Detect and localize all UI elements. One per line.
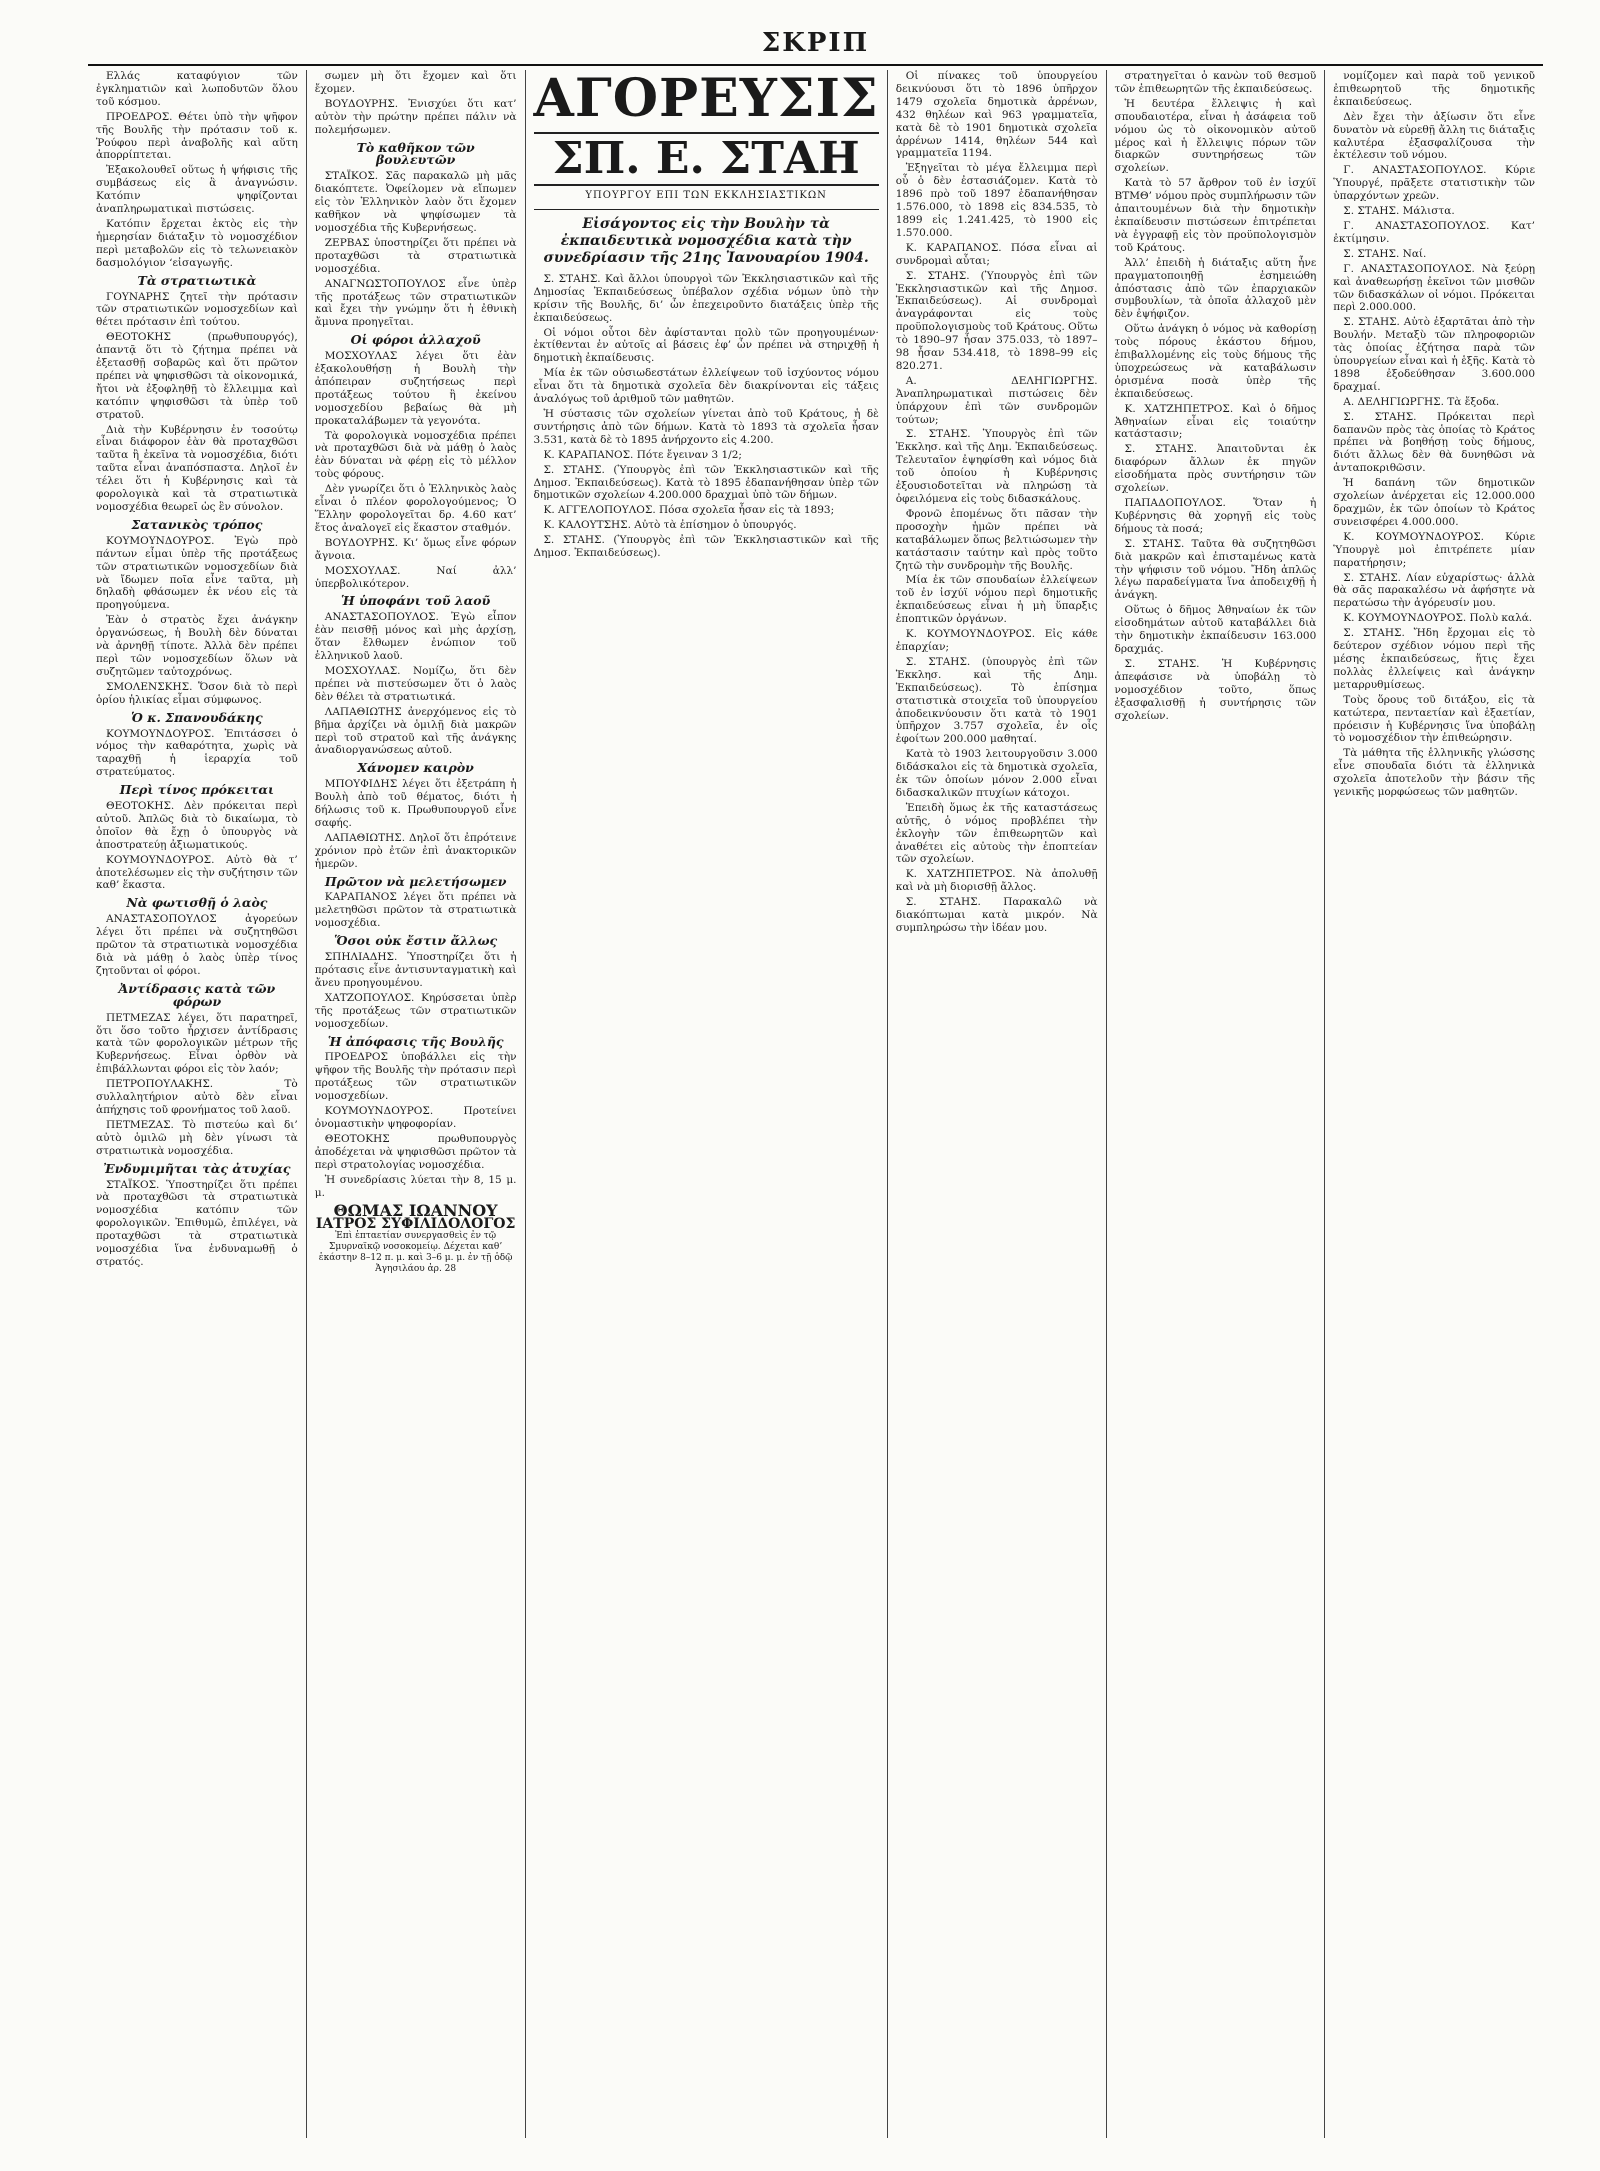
paragraph: ΚΟΥΜΟΥΝΔΟΥΡΟΣ. Ἐγὼ πρὸ πάντων εἶμαι ὑπὲρ τῆς προτάξεως τῶν στρατιωτικῶν νομοσχεδίων διὰ νὰ ἴδωμεν ποῖα εἶνε ταῦτα, μὴ δηλαδὴ φθάσωμεν ἐκ νέου εἰς τὰ προηγούμενα. [96,534,298,612]
section-heading: Οἱ φόροι ἀλλαχοῦ [350,332,481,348]
paragraph: Σ. ΣΤΑΗΣ. Καὶ ἄλλοι ὑπουργοὶ τῶν Ἐκκλησιαστικῶν καὶ τῆς Δημοσίας Ἐκπαιδεύσεως ὑπέβαλον σχέδια νόμων ὑπὸ τὴν κρίσιν τῆς Βουλῆς, δι’ ὧν ἐπεχειροῦντο διατάξεις ὑπὲρ τῆς ἐκπαιδεύσεως. [533,272,879,324]
paragraph: ΒΟΥΔΟΥΡΗΣ. Κι’ ὅμως εἶνε φόρων ἄγνοια. [314,536,517,562]
section-heading: Σατανικὸς τρόπος [131,516,263,532]
section-heading: Ἐνδυμιμῆται τὰς ἀτυχίας [103,1160,291,1176]
paragraph: Σ. ΣΤΑΗΣ. Ἤδη ἔρχομαι εἰς τὸ δεύτερον σχέδιον νόμου περὶ τῆς μέσης ἐκπαιδεύσεως, ἥτις ἔχει πολλὰς ἐλλείψεις καὶ ἀνάγκην μεταρρυθμίσεως. [1333,627,1536,691]
paragraph: Ἡ δευτέρα ἔλλειψις ἡ καὶ σπουδαιοτέρα, εἶναι ἡ ἀσάφεια τοῦ νόμου ὡς τὸ οἰκονομικὸν αὐτοῦ μέρος καὶ ἡ ἔλλειψις πόρων τῶν διαρκῶν συντηρήσεως τῶν σχολείων. [1114,97,1317,175]
paragraph: Σ. ΣΤΑΗΣ. (ὑπουργὸς ἐπὶ τῶν Ἐκκλησ. καὶ τῆς Δημ. Ἐκπαιδεύσεως). Τὸ ἐπίσημα στατιστικὰ στοιχεῖα τοῦ ὑπουργείου ἀποδεικνύουσιν ὅτι κατὰ τὸ 1901 ὑπῆρχον 3.757 σχολεῖα, ἐν οἷς ἐφοίτων 200.000 μαθηταί. [895,655,1098,746]
paragraph: Κ. ΧΑΤΖΗΠΕΤΡΟΣ. Νὰ ἀπολυθῇ καὶ νὰ μὴ διορισθῇ ἄλλος. [895,868,1098,894]
section-heading: Ὅσοι οὐκ ἔστιν ἄλλως [334,933,498,949]
paragraph: Οὕτως ὁ δῆμος Ἀθηναίων ἐκ τῶν εἰσοδημάτων αὑτοῦ καταβάλλει διὰ τὴν δημοτικὴν ἐκπαίδευσιν 163.000 δραχμάς. [1114,604,1317,655]
paragraph: Κ. ΚΑΡΑΠΑΝΟΣ. Πότε ἔγειναν 3 1/2; [543,448,742,461]
paragraph: Τὰ φορολογικὰ νομοσχέδια πρέπει νὰ προταχθῶσι διὰ νὰ μάθῃ ὁ λαὸς ἐὰν δύναται νὰ φέρῃ εἰς τὸ μέλλον τοὺς φόρους. [314,429,517,481]
paragraph: Σ. ΣΤΑΗΣ. (Ὑπουργὸς ἐπὶ τῶν Ἐκκλησιαστικῶν καὶ τῆς Δημοσ. Ἐκπαιδεύσεως). Κατὰ τὸ 1895 ἐδαπανήθησαν ὑπὲρ τῶν δημοτικῶν σχολείων 4.200.000 δραχμαὶ ὑπὸ τῶν δήμων. [533,463,879,502]
paragraph: Ἀλλ’ ἐπειδὴ ἡ διάταξις αὕτη ἦνε πραγματοποιηθῇ ἐσημειώθη ἀπόστασις ἀπὸ τῶν ἐπαρχιακῶν συμβουλίων, τὰ ὁποῖα ἀλλαχοῦ μὲν δὲν ἐψήφιζον. [1114,256,1317,321]
masthead: ΣΚΡΙΠ [761,28,870,58]
advertisement-name: ΘΩΜΑΣ ΙΩΑΝΝΟΥ [333,1201,498,1221]
paragraph: Ἐξακολουθεῖ οὕτως ἡ ψήφισις τῆς συμβάσεως εἰς ἃ ἀναγνώσιν. Κατόπιν ψηφίζονται ἀναπληρωματικαὶ πιστώσεις. [96,164,298,216]
paragraph: Οἱ νόμοι οὗτοι δὲν ἀφίστανται πολὺ τῶν προηγουμένων· ἐκτίθενται ἐν αὐτοῖς αἱ βάσεις ἐφ’ ὧν πρέπει νὰ στηριχθῇ ἡ δημοτικὴ ἐκπαίδευσις. [533,326,879,365]
paragraph: Γ. ΑΝΑΣΤΑΣΟΠΟΥΛΟΣ. Κατ’ ἐκτίμησιν. [1333,219,1536,245]
paragraph: Κ. ΚΟΥΜΟΥΝΔΟΥΡΟΣ. Εἰς κάθε ἐπαρχίαν; [895,628,1098,653]
paragraph: Οὕτω ἀνάγκη ὁ νόμος νὰ καθορίσῃ τοὺς πόρους ἑκάστου δήμου, ἐπιβαλλομένης εἰς τοὺς δήμους τῆς ὑποχρεώσεως νὰ καταβάλωσιν ὁρισμένα ποσὰ ὑπὲρ τῆς ἐκπαιδεύσεως. [1114,323,1317,400]
paragraph: σωμεν μὴ ὅτι ἔχομεν καὶ ὅτι ἔχομεν. [314,70,517,95]
section-heading: Ἡ ἀπόφασις τῆς Βουλῆς [327,1033,504,1049]
paragraph: Ελλάς καταφύγιον τῶν ἐγκληματιῶν καὶ λωποδυτῶν ὅλου τοῦ κόσμου. [96,70,298,108]
paragraph: Σ. ΣΤΑΗΣ. (Ὑπουργὸς ἐπὶ τῶν Ἐκκλησιαστικῶν καὶ τῆς Δημοσ. Ἐκπαιδεύσεως). [533,534,879,560]
column-1 [88,70,307,2138]
paragraph: Διὰ τὴν Κυβέρνησιν ἐν τοσούτῳ εἶναι διάφορον ἐὰν θὰ προταχθῶσι ταῦτα ἢ ἐκεῖνα τὰ νομοσχέδια, διότι ταῦτα εἶναι ἀναπόσπαστα. Δηλοῖ ἐν τέλει ὅτι ἡ Κυβέρνησις καὶ τὰ φορολογικὰ καὶ τὰ στρατιωτικὰ νομοσχέδια θεωρεῖ ὡς ἓν σύνολον. [96,423,298,513]
paragraph: Γ. ΑΝΑΣΤΑΣΟΠΟΥΛΟΣ. Κύριε Ὑπουργέ, πρᾶξετε στατιστικὴν τῶν ὑπαρχόντων χρεῶν. [1333,164,1536,203]
paragraph: ΠΑΠΑΔΟΠΟΥΛΟΣ. Ὅταν ἡ Κυβέρνησις θὰ χορηγῇ εἰς τοὺς δήμους τὰ ποσά; [1114,497,1317,535]
columns [88,70,1543,2138]
paragraph: ΠΡΟΕΔΡΟΣ. Θέτει ὑπὸ τὴν ψῆφον τῆς Βουλῆς τὴν πρότασιν τοῦ κ. Ῥούφου περὶ ἀναβολῆς καὶ αὕτη ἀπορρίπτεται. [96,110,298,162]
paragraph: Κ. ΚΟΥΜΟΥΝΔΟΥΡΟΣ. Κύριε Ὑπουργὲ μοὶ ἐπιτρέπετε μίαν παρατήρησιν; [1333,530,1536,569]
paragraph: Σ. ΣΤΑΗΣ. Ἡ Κυβέρνησις ἀπεφάσισε νὰ ὑποβάλῃ τὸ νομοσχέδιον τοῦτο, ὅπως ἐξασφαλισθῇ ἡ συντήρησις τῶν σχολείων. [1114,657,1317,722]
paragraph: Σ. ΣΤΑΗΣ. Μάλιστα. [1343,205,1455,218]
paragraph: Μία ἐκ τῶν σπουδαίων ἐλλείψεων τοῦ ἐν ἰσχύϊ νόμου περὶ δημοτικῆς ἐκπαιδεύσεως εἶναι ἡ μὴ ὕπαρξις ἐποπτικῶν ὀργάνων. [895,574,1098,626]
paragraph: ΣΠΗΛΙΑΔΗΣ. Ὑποστηρίζει ὅτι ἡ πρότασις εἶνε ἀντισυνταγματικὴ καὶ ἄνευ προηγουμένου. [314,951,517,989]
paragraph: ΣΤΑΪΚΟΣ. Σᾶς παρακαλῶ μὴ μᾶς διακόπτετε. Ὀφείλομεν νὰ εἴπωμεν εἰς τὸν Ἑλληνικὸν λαὸν ὅτι ἔχομεν καθῆκον νὰ ψηφίσωμεν τὰ νομοσχέδια τῆς Κυβερνήσεως. [314,170,517,234]
paragraph: ΒΟΥΔΟΥΡΗΣ. Ἐνισχύει ὅτι κατ’ αὐτὸν τὴν πρώτην πρέπει πάλιν νὰ πολεμήσωμεν. [314,97,517,136]
column-3 [526,70,888,2138]
column-5 [1107,70,1326,2138]
paragraph: Μία ἐκ τῶν οὐσιωδεστάτων ἐλλείψεων τοῦ ἰσχύοντος νόμου εἶναι ὅτι τὰ δημοτικὰ σχολεῖα δὲν διακρίνονται εἰς τάξεις ἀναλόγως τοῦ ἀριθμοῦ τῶν μαθητῶν. [533,367,879,406]
paragraph: νομίζομεν καὶ παρὰ τοῦ γενικοῦ ἐπιθεωρητοῦ τῆς δημοτικῆς ἐκπαιδεύσεως. [1333,70,1536,108]
paragraph: Κ. ΧΑΤΖΗΠΕΤΡΟΣ. Καὶ ὁ δῆμος Ἀθηναίων εἶναι εἰς τοιαύτην κατάστασιν; [1114,402,1317,441]
paragraph: ΘΕΟΤΟΚΗΣ. Δὲν πρόκειται περὶ αὐτοῦ. Ἀπλῶς διὰ τὸ δικαίωμα, τὸ ὁποῖον θὰ ἔχῃ ὁ ὑπουργὸς νὰ ἀποστρατεύῃ ἀξιωματικούς. [96,800,298,851]
paragraph: Ἐξηγεῖται τὸ μέγα ἔλλειμμα περὶ οὗ ὁ δὲν ἐστασιάζομεν. Κατὰ τὸ 1896 πρὸ τοῦ 1897 ἐδαπανήθησαν 1.576.000, τὸ 1898 εἰς 834.535, τὸ 1899 εἰς 1.241.425, τὸ 1900 εἰς 1.570.000. [895,162,1098,239]
paragraph: Ἡ σύστασις τῶν σχολείων γίνεται ἀπὸ τοῦ Κράτους, ἡ δὲ συντήρησις ἀπὸ τῶν δήμων. Κατὰ τὸ 1893 τὰ σχολεῖα ἦσαν 3.531, κατὰ δὲ τὸ 1895 ἀνήρχοντο εἰς 4.200. [533,407,879,446]
paragraph: Σ. ΣΤΑΗΣ. Λίαν εὐχαρίστως· ἀλλὰ θὰ σᾶς παρακαλέσω νὰ ἀφήσητε νὰ περατώσω τὴν ἀγόρευσίν μου. [1333,571,1536,610]
paragraph: ΠΕΤΜΕΖΑΣ. Τὸ πιστεύω καὶ δι’ αὐτὸ ὁμιλῶ μὴ δὲν γίνωσι τὰ στρατιωτικὰ νομοσχέδια. [96,1118,298,1157]
paragraph: ΘΕΟΤΟΚΗΣ (πρωθυπουργός), ἀπαντᾷ ὅτι τὸ ζήτημα πρέπει νὰ ἐξετασθῇ σοβαρῶς καὶ ὅτι πρῶτον πρέπει νὰ ψηφισθῶσι τὰ οἰκονομικά, ἤτοι νὰ ἐξοφληθῇ τὸ ἔλλειμμα καὶ κατόπιν ψηφισθῶσι τὰ ὑπὲρ τοῦ στρατοῦ. [96,331,298,421]
article-title: ΑΓΟΡΕΥΣΙΣ [533,68,879,129]
advertisement-text: Ἐπὶ ἑπταετίαν συνεργασθεὶς ἐν τῷ Σμυρναϊκῷ νοσοκομείῳ. Δέχεται καθ’ ἑκάστην 8–12 π. μ. καὶ 3–6 μ. μ. ἐν τῇ ὁδῷ Ἀγησιλάου ἀρ. 28 [318,1231,513,1275]
section-heading: Περὶ τίνος πρόκειται [119,782,275,798]
paragraph: Κ. ΚΑΡΑΠΑΝΟΣ. Πόσα εἶναι αἱ συνδρομαὶ αὗται; [895,241,1098,267]
paragraph: ΑΝΑΓΝΩΣΤΟΠΟΥΛΟΣ εἶνε ὑπὲρ τῆς προτάξεως τῶν στρατιωτικῶν καὶ ἔχει τὴν γνώμην ὅτι ἡ ἐθνικὴ ἄμυνα προηγεῖται. [314,277,517,329]
paragraph: Σ. ΣΤΑΗΣ. (Ὑπουργὸς ἐπὶ τῶν Ἐκκλησιαστικῶν καὶ τῆς Δημοσ. Ἐκπαιδεύσεως). Αἱ συνδρομαὶ ἀναγράφονται εἰς τοὺς προϋπολογισμοὺς τοῦ Κράτους. Οὕτω τὸ 1890–97 ἦσαν 375.033, τὸ 1897–98 ἦσαν 534.418, τὸ 1898–99 εἰς 820.271. [895,269,1098,372]
paragraph: Δὲν γνωρίζει ὅτι ὁ Ἑλληνικὸς λαὸς εἶναι ὁ πλέον φορολογούμενος; Ὁ Ἕλλην φορολογεῖται δρ. 4.60 κατ’ ἔτος ἀναλογεῖ εἰς ἕκαστον σταθμόν. [314,483,517,534]
paragraph: στρατηγεῖται ὁ κανὼν τοῦ θεσμοῦ τῶν ἐπιθεωρητῶν τῆς ἐκπαιδεύσεως. [1114,70,1317,95]
paragraph: Κ. ΚΟΥΜΟΥΝΔΟΥΡΟΣ. Πολὺ καλά. [1343,612,1533,625]
paragraph: Ἡ συνεδρίασις λύεται τὴν 8, 15 μ. μ. [314,1173,517,1199]
paragraph: Σ. ΣΤΑΗΣ. Ὑπουργὸς ἐπὶ τῶν Ἐκκλησ. καὶ τῆς Δημ. Ἐκπαιδεύσεως. Τελευταῖον ἐψηφίσθη καὶ νόμος διὰ τοῦ ὁποίου ἡ Κυβέρνησις ἐξουσιοδοτεῖται νὰ πληρώσῃ τὰ ὀφειλόμενα εἰς τοὺς διδασκάλους. [895,428,1098,505]
paragraph: ΚΟΥΜΟΥΝΔΟΥΡΟΣ. Αὐτὸ θὰ τ’ ἀποτελέσωμεν εἰς τὴν συζήτησιν τῶν καθ’ ἕκαστα. [96,853,298,892]
paragraph: Ἐὰν ὁ στρατὸς ἔχει ἀνάγκην ὀργανώσεως, ἡ Βουλὴ δὲν δύναται νὰ ἀρνηθῇ τίποτε. Ἀλλὰ δὲν πρέπει περὶ τῶν νομοσχεδίων ὅλων νὰ συζητῶμεν ταὐτοχρόνως. [96,614,298,678]
section-heading: Τὰ στρατιωτικὰ [137,272,257,288]
paragraph: Τοὺς ὅρους τοῦ διτάξου, εἰς τὰ κατώτερα, πενταετίαν καὶ ἑξαετίαν, πρόεισιν ἡ Κυβέρνησις ἵνα ὑποβάλῃ τὸ νομοσχέδιον τὴν ἐπιθεώρησιν. [1333,693,1536,745]
paragraph: ΚΟΥΜΟΥΝΔΟΥΡΟΣ. Ἐπιτάσσει ὁ νόμος τὴν καθαρότητα, χωρὶς νὰ ταραχθῇ ἡ ἱεραρχία τοῦ στρατεύματος. [96,727,298,779]
paragraph: ΜΟΣΧΟΥΛΑΣ. Νομίζω, ὅτι δὲν πρέπει νὰ πιστεύσωμεν ὅτι ὁ λαὸς δὲν θέλει τὰ στρατιωτικά. [314,664,517,703]
paragraph: Σ. ΣΤΑΗΣ. Ταῦτα θὰ συζητηθῶσι διὰ μακρῶν καὶ ἐπισταμένως κατὰ τὴν ψήφισιν τοῦ νόμου. Ἤδη ἀπλῶς λέγω παραδείγματα ἵνα ἀποδειχθῇ ἡ ἀνάγκη. [1114,537,1317,602]
paragraph: Δὲν ἔχει τὴν ἀξίωσιν ὅτι εἶνε δυνατὸν νὰ εὑρεθῇ ἄλλη τις διάταξις καλυτέρα ἐξασφαλίζουσα τὴν ἐκτέλεσιν τοῦ νόμου. [1333,110,1536,162]
section-heading: Πρῶτον νὰ μελετήσωμεν [324,873,507,889]
column-4 [888,70,1107,2138]
paragraph: Γ. ΑΝΑΣΤΑΣΟΠΟΥΛΟΣ. Νὰ ξεύρῃ καὶ ἀναθεωρήσῃ ἐκεῖνοι τῶν μισθῶν τῶν διδασκάλων οἱ νόμοι. Πρόκειται περὶ 2.000.000. [1333,262,1536,314]
paragraph: ΛΑΠΑΘΙΩΤΗΣ ἀνερχόμενος εἰς τὸ βῆμα ἀρχίζει νὰ ὁμιλῇ διὰ μακρῶν περὶ τοῦ στρατοῦ καὶ τῆς ἀνάγκης ἀναδιοργανώσεως αὐτοῦ. [314,705,517,757]
paragraph: ΜΠΟΥΦΙΔΗΣ λέγει ὅτι ἐξετράπη ἡ Βουλὴ ἀπὸ τοῦ θέματος, διότι ἡ δήλωσις τοῦ κ. Πρωθυπουργοῦ εἶνε σαφής. [314,778,517,829]
paragraph: ΑΝΑΣΤΑΣΟΠΟΥΛΟΣ. Ἐγὼ εἶπον ἐὰν πεισθῇ μόνος καὶ μὴς ἀρχίσῃ, ὅταν ἔλθωμεν ἐνώπιον τοῦ ἑλληνικοῦ λαοῦ. [314,611,517,663]
article-subtitle: ΥΠΟΥΡΓΟΥ ΕΠΙ ΤΩΝ ΕΚΚΛΗΣΙΑΣΤΙΚΩΝ [585,190,827,201]
paragraph: Σ. ΣΤΑΗΣ. Παρακαλῶ νὰ διακόπτωμαι κατὰ μικρόν. Νὰ συμπληρώσω τὴν ἰδέαν μου. [895,896,1098,934]
paragraph: Ἡ δαπάνη τῶν δημοτικῶν σχολείων ἀνέρχεται εἰς 12.000.000 δραχμῶν, ἐκ τῶν ὁποίων τὸ Κράτος συνεισφέρει 4.000.000. [1333,477,1536,528]
paragraph: ΜΟΣΧΟΥΛΑΣ λέγει ὅτι ἐὰν ἐξακολουθήσῃ ἡ Βουλὴ τὴν ἀπόπειραν συζητήσεως περὶ προτάξεως τούτου ἢ ἐκείνου νομοσχεδίου βεβαίως θὰ μὴ προκαταλάβωμεν τὰ γεγονότα. [314,350,517,427]
paragraph: ΛΑΠΑΘΙΩΤΗΣ. Δηλοῖ ὅτι ἐπρότεινε χρόνιον πρὸ ἐτῶν ἐπὶ ἀνακτορικῶν ἡμερῶν. [314,831,517,870]
paragraph: ΑΝΑΣΤΑΣΟΠΟΥΛΟΣ ἀγορεύων λέγει ὅτι πρέπει νὰ συζητηθῶσι πρῶτον τὰ στρατιωτικὰ νομοσχέδια διὰ νὰ μάθῃ ὁ λαὸς ὑπὲρ τίνος ζητοῦνται οἱ φόροι. [96,913,298,977]
paragraph: ΓΟΥΝΑΡΗΣ ζητεῖ τὴν πρότασιν τῶν στρατιωτικῶν νομοσχεδίων καὶ θέτει πρότασιν ἐπὶ τούτου. [96,290,298,329]
article-intro: Εἰσάγοντος εἰς τὴν Βουλὴν τὰ ἐκπαιδευτικὰ νομοσχέδια κατὰ τὴν συνεδρίασιν τῆς 21ης Ἰανουαρίου 1904. [543,215,869,266]
paragraph: ΖΕΡΒΑΣ ὑποστηρίζει ὅτι πρέπει νὰ προταχθῶσι τὰ στρατιωτικὰ νομοσχέδια. [314,236,517,275]
paragraph: Τὰ μάθητα τῆς ἑλληνικῆς γλώσσης εἶνε σπουδαῖα διότι τὰ ἑλληνικὰ σχολεῖα ἀποτελοῦν τὴν βάσιν τῆς γενικῆς μορφώσεως τῶν μαθητῶν. [1333,747,1536,799]
paragraph: Οἱ πίνακες τοῦ ὑπουργείου δεικνύουσι ὅτι τὸ 1896 ὑπῆρχον 1479 σχολεῖα δημοτικὰ ἀρρένων, 432 θηλέων καὶ 963 γραμματεῖα, κατὰ δὲ τὸ 1901 δημοτικὰ σχολεῖα ἀρρένων 1414, θηλέων 544 καὶ γραμματεῖα 1194. [895,70,1098,160]
paragraph: Κ. ΑΓΓΕΛΟΠΟΥΛΟΣ. Πόσα σχολεῖα ἦσαν εἰς τὰ 1893; [543,504,835,517]
section-heading: Ὁ κ. Σπανουδάκης [131,709,263,725]
article-title-block [534,70,879,210]
newspaper-page [88,28,1543,2138]
paragraph: ΘΕΟΤΟΚΗΣ πρωθυπουργὸς ἀποδέχεται νὰ ψηφισθῶσι πρῶτον τὰ περὶ στρατολογίας νομοσχέδια. [314,1132,517,1171]
paragraph: Σ. ΣΤΑΗΣ. Ναί. [1343,247,1427,260]
section-heading: Ἀντίδρασις κατὰ τῶν φόρων [118,980,276,1009]
paragraph: Ἐπειδὴ ὅμως ἐκ τῆς καταστάσεως αὐτῆς, ὁ νόμος προβλέπει τὴν ἐκλογὴν τῶν ἐπιθεωρητῶν καὶ ἀναθέτει εἰς αὐτοὺς τὴν ἐποπτείαν τῶν σχολείων. [895,801,1098,866]
masthead-rule [88,64,1543,66]
paragraph: Κ. ΚΑΛΟΥΤΣΗΣ. Αὐτὸ τὰ ἐπίσημον ὁ ὑπουργός. [543,519,797,532]
section-heading: Νὰ φωτισθῇ ὁ λαὸς [126,895,268,911]
paragraph: Σ. ΣΤΑΗΣ. Ἀπαιτοῦνται ἐκ διαφόρων ἄλλων ἐκ πηγῶν εἰσοδήματα πρὸς συντήρησιν τῶν σχολείων. [1114,443,1317,495]
section-heading: Ἡ ὑποφάνι τοῦ λαοῦ [340,593,491,609]
paragraph: ΣΜΟΛΕΝΣΚΗΣ. Ὅσον διὰ τὸ περὶ ὁρίου ἡλικίας εἶμαι σύμφωνος. [96,680,298,706]
paragraph: ΠΕΤΜΕΖΑΣ λέγει, ὅτι παρατηρεῖ, ὅτι ὅσο τοῦτο ἦρχισεν ἀντίδρασις κατὰ τῶν φορολογικῶν μέτρων τῆς Κυβερνήσεως. Εἶναι ὀρθὸν νὰ ἐπιβάλλωνται φόροι εἰς τὸν λαόν; [96,1011,298,1076]
column-2 [307,70,526,2138]
paragraph: Κατὰ τὸ 57 ἄρθρον τοῦ ἐν ἰσχύϊ ΒΤΜΘ’ νόμου πρὸς συμπλήρωσιν τῶν ἀπαιτουμένων διὰ τὴν δημοτικὴν ἐκπαίδευσιν πιστώσεων ἐπιτρέπεται νὰ ἐγγραφῇ εἰς τὸν προϋπολογισμὸν τοῦ Κράτους. [1114,177,1317,254]
column-6 [1325,70,1543,2138]
paragraph: Σ. ΣΤΑΗΣ. Πρόκειται περὶ δαπανῶν πρὸς τὰς ὁποίας τὸ Κράτος πρέπει νὰ βοηθήσῃ τοὺς δήμους, διότι ἄλλως δὲν θὰ δυνηθῶσι νὰ ἀνταποκριθῶσιν. [1333,410,1536,475]
paragraph: ΠΕΤΡΟΠΟΥΛΑΚΗΣ. Τὸ συλλαλητήριον αὐτὸ δὲν εἶναι ἀπήχησις τοῦ φρονήματος τοῦ λαοῦ. [96,1078,298,1116]
paragraph: Κατόπιν ἔρχεται ἐκτὸς εἰς τὴν ἡμερησίαν διάταξιν τὸ νομοσχέδιον περὶ μεταβολῶν εἰς τὸ τελωνειακὸν δασμολόγιον ‘εἰσαγωγῆς. [96,217,298,269]
advertisement-title: ΙΑΤΡΟΣ ΣΥΦΙΛΙΔΟΛΟΓΟΣ [315,1216,516,1233]
paragraph: ΚΑΡΑΠΑΝΟΣ λέγει ὅτι πρέπει νὰ μελετηθῶσι πρῶτον τὰ στρατιωτικὰ νομοσχέδια. [314,891,517,930]
paragraph: Α. ΔΕΛΗΓΙΩΡΓΗΣ. Ἀναπληρωματικαὶ πιστώσεις δὲν ὑπάρχουν ἐπὶ τῶν συνδρομῶν τούτων; [895,374,1098,426]
paragraph: Κατὰ τὸ 1903 λειτουργοῦσιν 3.000 διδάσκαλοι εἰς τὰ δημοτικὰ σχολεῖα, ἐκ τῶν ὁποίων μόνον 2.000 εἶναι διδασκαλικῶν πτυχίων κάτοχοι. [895,748,1098,799]
section-heading: Τὸ καθῆκον τῶν βουλευτῶν [356,139,475,168]
paragraph: Α. ΔΕΛΗΓΙΩΡΓΗΣ. Τὰ ἔξοδα. [1343,395,1500,408]
section-heading: Χάνομεν καιρὸν [357,760,474,776]
paragraph: Σ. ΣΤΑΗΣ. Αὐτὸ ἐξαρτᾶται ἀπὸ τὴν Βουλήν. Μεταξὺ τῶν πληροφοριῶν τὰς ὁποίας ἐζήτησα παρὰ τῶν ὑπουργείων εἶναι καὶ ἡ ἑξῆς. Κατὰ τὸ 1898 ἐξοδεύθησαν 3.600.000 δραχμαί. [1333,316,1536,393]
paragraph: ΧΑΤΖΟΠΟΥΛΟΣ. Κηρύσσεται ὑπὲρ τῆς προτάξεως τῶν στρατιωτικῶν νομοσχεδίων. [314,991,517,1030]
paragraph: ΜΟΣΧΟΥΛΑΣ. Ναί ἀλλ’ ὑπερβολικότερον. [314,564,517,590]
paragraph: ΣΤΑΪΚΟΣ. Ὑποστηρίζει ὅτι πρέπει νὰ προταχθῶσι τὰ στρατιωτικὰ νομοσχέδια κατόπιν τῶν φορολογικῶν. Ἐπιθυμῶ, ἐπιλέγει, νὰ προταχθῶσι τὰ στρατιωτικὰ νομοσχέδια ἵνα ἐνδυναμωθῇ ὁ στρατός. [96,1178,298,1268]
paragraph: ΚΟΥΜΟΥΝΔΟΥΡΟΣ. Προτείνει ὀνομαστικὴν ψηφοφορίαν. [314,1105,517,1130]
paragraph: Φρονῶ ἑπομένως ὅτι πᾶσαν τὴν προσοχὴν ἡμῶν πρέπει νὰ καταβάλωμεν ὅπως βελτιώσωμεν τὴν κατάστασιν ταύτην καὶ πρὸς τοῦτο ζητῶ τὴν συνδρομὴν τῆς Βουλῆς. [895,507,1098,572]
paragraph: ΠΡΟΕΔΡΟΣ ὑποβάλλει εἰς τὴν ψῆφον τῆς Βουλῆς τὴν πρότασιν περὶ προτάξεως τῶν στρατιωτικῶν νομοσχεδίων. [314,1051,517,1103]
article-speaker: ΣΠ. Ε. ΣΤΑΗ [534,132,879,186]
